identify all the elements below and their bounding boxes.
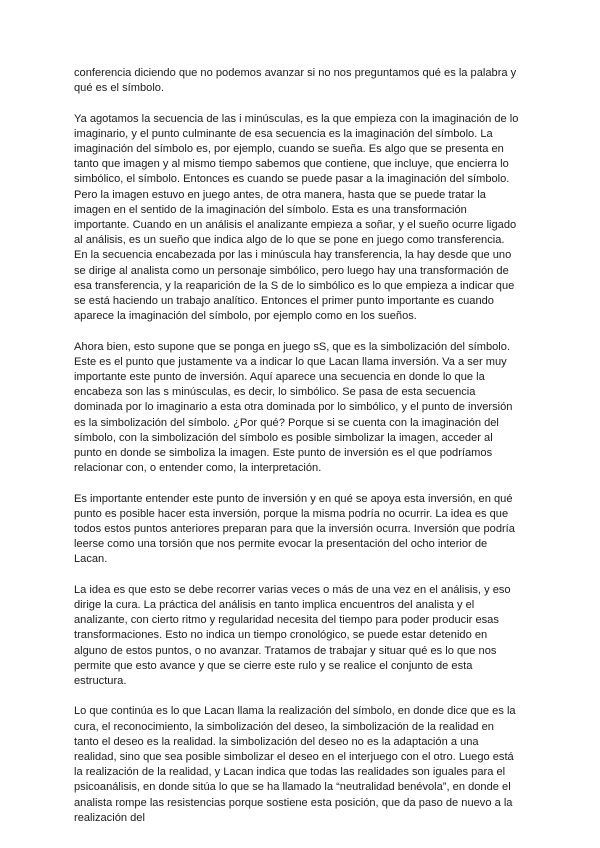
paragraph-3: Ahora bien, esto supone que se ponga en juego sS, que es la simbolización del símbolo. Este es el punto que justamente va a indicar lo que Lacan llama inversión. Va a ser muy importante este punto de inversión. Aquí aparece una secuencia en donde lo que la encabeza son las s minúsculas, es decir, lo simbólico. Se pasa de esta secuencia dominada por lo imaginario a esta otra dominada por lo simbólico, y el punto de inversión es la simbolización del símbolo. ¿Por qué? Porque si se cuenta con la imaginación del símbolo, con la simbolización del símbolo es posible simbolizar la imagen, acceder al punto en donde se simboliza la imagen. Este punto de inversión es el que podríamos relacionar con, o entender como, la interpretación. [74, 340, 513, 475]
paragraph-4: Es importante entender este punto de inversión y en qué se apoya esta inversión, en qué punto es posible hacer esta inversión, porque la misma podría no ocurrir. La idea es que todos estos puntos anteriores preparan para que la inversión ocurra. Inversión que podría leerse como una torsión que nos permite evocar la presentación del ocho interior de Lacan. [74, 492, 515, 566]
paragraph-1: conferencia diciendo que no podemos avanzar si no nos preguntamos qué es la palabra y qué es el símbolo. [74, 67, 517, 95]
paragraph-2: Ya agotamos la secuencia de las i minúsculas, es la que empieza con la imaginación de lo imaginario, y el punto culminante de esa secuencia es la imaginación del símbolo. La imaginación del símbolo es, por ejemplo, cuando se sueña. Es algo que se presenta en tanto que imagen y al mismo tiempo sabemos que contiene, que incluye, que encierra lo simbólico, el símbolo. Entonces es cuando se puede pasar a la imaginación del símbolo. Pero la imagen estuvo en juego antes, de otra manera, hasta que se puede tratar la imagen en el sentido de la imaginación del símbolo. Esta es una transformación importante. Cuando en un análisis el analizante empieza a soñar, y el sueño ocurre ligado al análisis, es un sueño que indica algo de lo que se pone en juego como transferencia. En la secuencia encabezada por las i minúscula hay transferencia, la hay desde que uno se dirige al analista como un personaje simbólico, pero luego hay una transformación de esa transferencia, y la reaparición de la S de lo simbólico es lo que empieza a indicar que se está haciendo un trabajo analítico. Entonces el primer punto importante es cuando aparece la imaginación del símbolo, por ejemplo como en los sueños. [74, 112, 519, 323]
document-page [74, 66, 520, 841]
paragraph-5: La idea es que esto se debe recorrer varias veces o más de una vez en el análisis, y eso dirige la cura. La práctica del análisis en tanto implica encuentros del analista y el analizante, con cierto ritmo y regularidad necesita del tiempo para poder producir esas transformaciones. Esto no indica un tiempo cronológico, se puede estar detenido en alguno de estos puntos, o no avanzar. Tratamos de trabajar y situar qué es lo que nos permite que esto avance y que se cierre este rulo y se realice el conjunto de esta estructura. [74, 583, 511, 688]
paragraph-6: Lo que continúa es lo que Lacan llama la realización del símbolo, en donde dice que es la cura, el reconocimiento, la simbolización del deseo, la simbolización de la realidad en tanto el deseo es la realidad. la simbolización del deseo no es la adaptación a una realidad, sino que sea posible simbolizar el deseo en el interjuego con el otro. Luego está la realización de la realidad, y Lacan indica que todas las realidades son iguales para el psicoanálisis, en donde sitúa lo que se ha llamado la “neutralidad benévola”, en donde el analista rompe las resistencias porque sostiene esta posición, que da paso de nuevo a la realización del [74, 705, 516, 824]
